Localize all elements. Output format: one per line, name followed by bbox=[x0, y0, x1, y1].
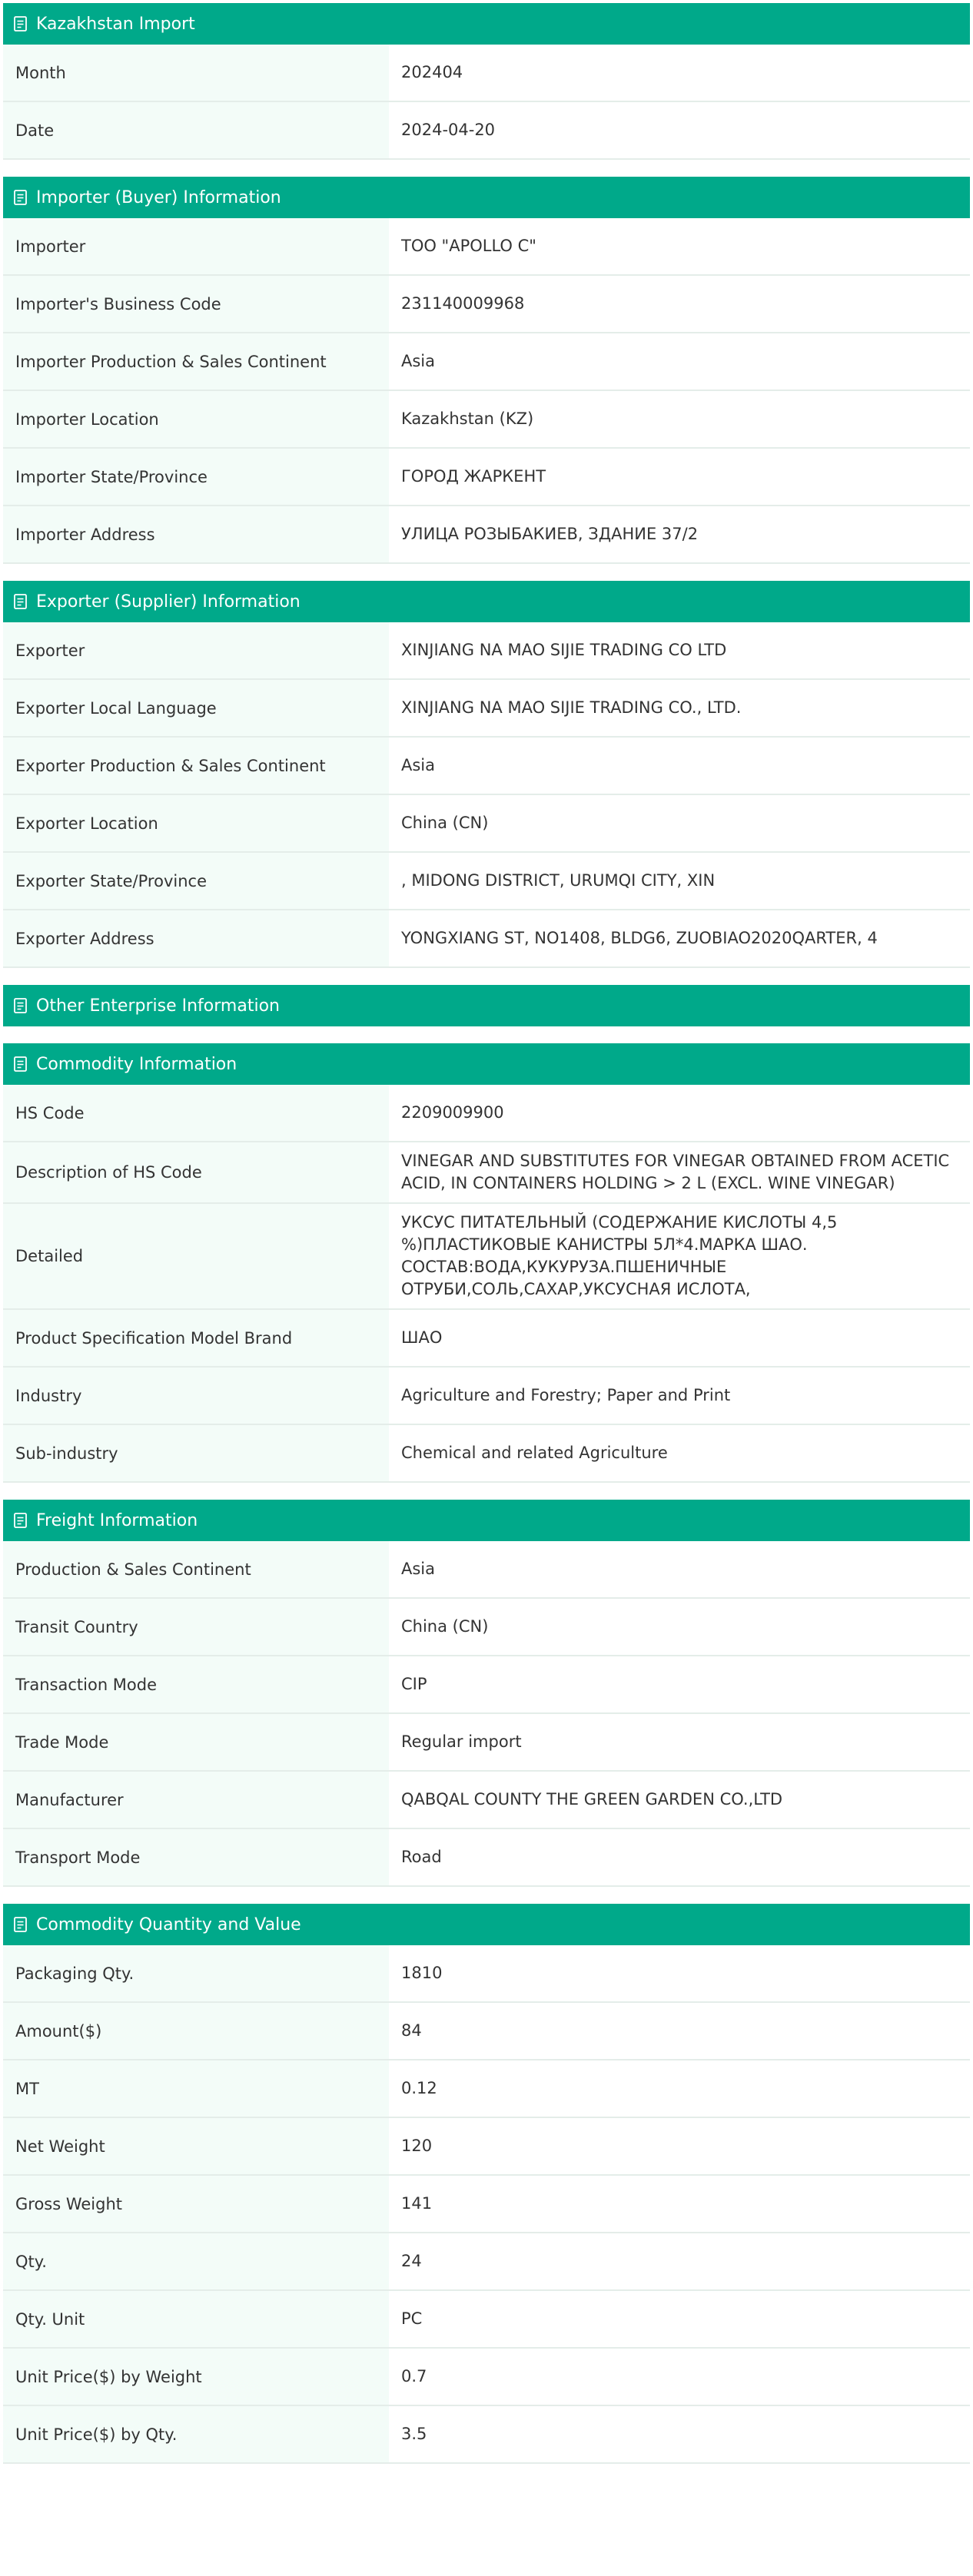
field-value: VINEGAR AND SUBSTITUTES FOR VINEGAR OBTAINED FROM ACETIC ACID, IN CONTAINERS HOLDING > 2 L (EXCL. WINE VINEGAR) bbox=[389, 1142, 970, 1202]
field-label: Importer Location bbox=[3, 391, 389, 447]
field-label: Importer bbox=[3, 218, 389, 274]
field-value: 84 bbox=[389, 2003, 970, 2059]
section-commodity-quantity-and-value bbox=[3, 1904, 970, 2464]
field-row-amount bbox=[3, 2003, 970, 2060]
field-value: 1810 bbox=[389, 1945, 970, 2001]
field-label: MT bbox=[3, 2060, 389, 2117]
field-row-gross-weight bbox=[3, 2176, 970, 2233]
field-row-exporter-production-sales-continent bbox=[3, 738, 970, 795]
field-label: Sub-industry bbox=[3, 1425, 389, 1481]
field-row-detailed bbox=[3, 1204, 970, 1310]
field-row-exporter-address bbox=[3, 910, 970, 968]
section-title: Freight Information bbox=[36, 1510, 198, 1530]
trade-record bbox=[3, 3, 970, 2481]
field-row-trade-mode bbox=[3, 1714, 970, 1772]
section-header bbox=[3, 985, 970, 1026]
field-row-unit-price-by-weight bbox=[3, 2349, 970, 2406]
document-icon bbox=[14, 1917, 27, 1932]
section-kazakhstan-import bbox=[3, 3, 970, 160]
field-label: Transit Country bbox=[3, 1599, 389, 1655]
field-value: 141 bbox=[389, 2176, 970, 2232]
field-value: 3.5 bbox=[389, 2406, 970, 2462]
field-label: Exporter Local Language bbox=[3, 680, 389, 736]
field-row-exporter bbox=[3, 622, 970, 680]
field-label: Production & Sales Continent bbox=[3, 1541, 389, 1597]
field-label: Importer Production & Sales Continent bbox=[3, 333, 389, 390]
field-row-importer-address bbox=[3, 506, 970, 564]
field-value: Chemical and related Agriculture bbox=[389, 1425, 970, 1481]
field-row-importer-state-province bbox=[3, 449, 970, 506]
field-label: Transaction Mode bbox=[3, 1656, 389, 1712]
document-icon bbox=[14, 1513, 27, 1528]
field-value: Asia bbox=[389, 333, 970, 390]
section-header bbox=[3, 177, 970, 218]
field-value: УЛИЦА РОЗЫБАКИЕВ, ЗДАНИЕ 37/2 bbox=[389, 506, 970, 562]
field-value: ТОО "APOLLO C" bbox=[389, 218, 970, 274]
field-value: 24 bbox=[389, 2233, 970, 2289]
field-value: УКСУС ПИТАТЕЛЬНЫЙ (СОДЕРЖАНИЕ КИСЛОТЫ 4,5 %)ПЛАСТИКОВЫЕ КАНИСТРЫ 5Л*4.МАРКА ШАО. СОСТАВ:ВОДА,КУКУРУЗА.ПШЕНИЧНЫЕ ОТРУБИ,СОЛЬ,САХАР,УКСУСНАЯ ИСЛОТА, bbox=[389, 1204, 970, 1308]
field-value: 2209009900 bbox=[389, 1085, 970, 1141]
field-row-qty bbox=[3, 2233, 970, 2291]
section-title: Exporter (Supplier) Information bbox=[36, 592, 301, 612]
field-row-packaging-qty bbox=[3, 1945, 970, 2003]
document-icon bbox=[14, 190, 27, 205]
field-label: Importer State/Province bbox=[3, 449, 389, 505]
field-label: Date bbox=[3, 102, 389, 158]
section-commodity-information bbox=[3, 1043, 970, 1483]
field-value: ШАО bbox=[389, 1310, 970, 1366]
section-title: Commodity Quantity and Value bbox=[36, 1915, 301, 1934]
field-row-description-of-hs-code bbox=[3, 1142, 970, 1204]
field-value: 231140009968 bbox=[389, 276, 970, 332]
field-label: Detailed bbox=[3, 1204, 389, 1308]
field-row-month bbox=[3, 45, 970, 102]
field-row-exporter-location bbox=[3, 795, 970, 853]
field-value: China (CN) bbox=[389, 795, 970, 851]
section-importer-buyer-information bbox=[3, 177, 970, 564]
document-icon bbox=[14, 1056, 27, 1072]
section-header bbox=[3, 1043, 970, 1085]
field-label: Qty. bbox=[3, 2233, 389, 2289]
field-label: Description of HS Code bbox=[3, 1142, 389, 1202]
field-label: Transport Mode bbox=[3, 1829, 389, 1885]
section-header bbox=[3, 1500, 970, 1541]
field-label: Trade Mode bbox=[3, 1714, 389, 1770]
field-value: Kazakhstan (KZ) bbox=[389, 391, 970, 447]
field-label: HS Code bbox=[3, 1085, 389, 1141]
field-row-mt bbox=[3, 2060, 970, 2118]
section-exporter-supplier-information bbox=[3, 581, 970, 968]
field-row-hs-code bbox=[3, 1085, 970, 1142]
field-row-exporter-state-province bbox=[3, 853, 970, 910]
field-value: Asia bbox=[389, 1541, 970, 1597]
field-row-manufacturer bbox=[3, 1772, 970, 1829]
section-title: Kazakhstan Import bbox=[36, 14, 195, 34]
field-value: 0.12 bbox=[389, 2060, 970, 2117]
field-value: QABQAL COUNTY THE GREEN GARDEN CO.,LTD bbox=[389, 1772, 970, 1828]
field-row-transit-country bbox=[3, 1599, 970, 1656]
field-value: CIP bbox=[389, 1656, 970, 1712]
field-row-importer-location bbox=[3, 391, 970, 449]
section-header bbox=[3, 1904, 970, 1945]
section-title: Importer (Buyer) Information bbox=[36, 187, 281, 207]
field-label: Month bbox=[3, 45, 389, 101]
field-label: Manufacturer bbox=[3, 1772, 389, 1828]
field-label: Exporter Location bbox=[3, 795, 389, 851]
field-label: Exporter bbox=[3, 622, 389, 678]
field-label: Net Weight bbox=[3, 2118, 389, 2174]
section-header bbox=[3, 3, 970, 45]
field-row-transaction-mode bbox=[3, 1656, 970, 1714]
section-other-enterprise-information bbox=[3, 985, 970, 1026]
section-title: Commodity Information bbox=[36, 1054, 237, 1074]
field-row-date bbox=[3, 102, 970, 160]
field-label: Unit Price($) by Qty. bbox=[3, 2406, 389, 2462]
field-value: China (CN) bbox=[389, 1599, 970, 1655]
field-label: Exporter Production & Sales Continent bbox=[3, 738, 389, 794]
field-row-transport-mode bbox=[3, 1829, 970, 1887]
field-label: Packaging Qty. bbox=[3, 1945, 389, 2001]
field-value: YONGXIANG ST, NO1408, BLDG6, ZUOBIAO2020QARTER, 4 bbox=[389, 910, 970, 966]
field-label: Importer's Business Code bbox=[3, 276, 389, 332]
field-row-net-weight bbox=[3, 2118, 970, 2176]
field-label: Amount($) bbox=[3, 2003, 389, 2059]
field-value: Agriculture and Forestry; Paper and Print bbox=[389, 1368, 970, 1424]
field-row-sub-industry bbox=[3, 1425, 970, 1483]
field-value: 2024-04-20 bbox=[389, 102, 970, 158]
document-icon bbox=[14, 998, 27, 1013]
field-value: 120 bbox=[389, 2118, 970, 2174]
field-row-importer bbox=[3, 218, 970, 276]
field-value: Regular import bbox=[389, 1714, 970, 1770]
field-value: 0.7 bbox=[389, 2349, 970, 2405]
field-label: Gross Weight bbox=[3, 2176, 389, 2232]
field-value: ГОРОД ЖАРКЕНТ bbox=[389, 449, 970, 505]
field-value: XINJIANG NA MAO SIJIE TRADING CO LTD bbox=[389, 622, 970, 678]
section-header bbox=[3, 581, 970, 622]
field-label: Product Specification Model Brand bbox=[3, 1310, 389, 1366]
field-value: Asia bbox=[389, 738, 970, 794]
field-value: PC bbox=[389, 2291, 970, 2347]
field-label: Industry bbox=[3, 1368, 389, 1424]
field-label: Importer Address bbox=[3, 506, 389, 562]
section-title: Other Enterprise Information bbox=[36, 996, 280, 1016]
field-row-industry bbox=[3, 1368, 970, 1425]
document-icon bbox=[14, 16, 27, 31]
field-row-unit-price-by-qty bbox=[3, 2406, 970, 2464]
document-icon bbox=[14, 594, 27, 609]
section-freight-information bbox=[3, 1500, 970, 1887]
field-row-qty-unit bbox=[3, 2291, 970, 2349]
field-value: XINJIANG NA MAO SIJIE TRADING CO., LTD. bbox=[389, 680, 970, 736]
field-value: , MIDONG DISTRICT, URUMQI CITY, XIN bbox=[389, 853, 970, 909]
field-value: 202404 bbox=[389, 45, 970, 101]
field-row-production-sales-continent bbox=[3, 1541, 970, 1599]
field-value: Road bbox=[389, 1829, 970, 1885]
field-label: Exporter Address bbox=[3, 910, 389, 966]
field-row-product-specification-model-brand bbox=[3, 1310, 970, 1368]
field-row-importer-s-business-code bbox=[3, 276, 970, 333]
field-label: Qty. Unit bbox=[3, 2291, 389, 2347]
field-label: Unit Price($) by Weight bbox=[3, 2349, 389, 2405]
field-label: Exporter State/Province bbox=[3, 853, 389, 909]
field-row-exporter-local-language bbox=[3, 680, 970, 738]
field-row-importer-production-sales-continent bbox=[3, 333, 970, 391]
